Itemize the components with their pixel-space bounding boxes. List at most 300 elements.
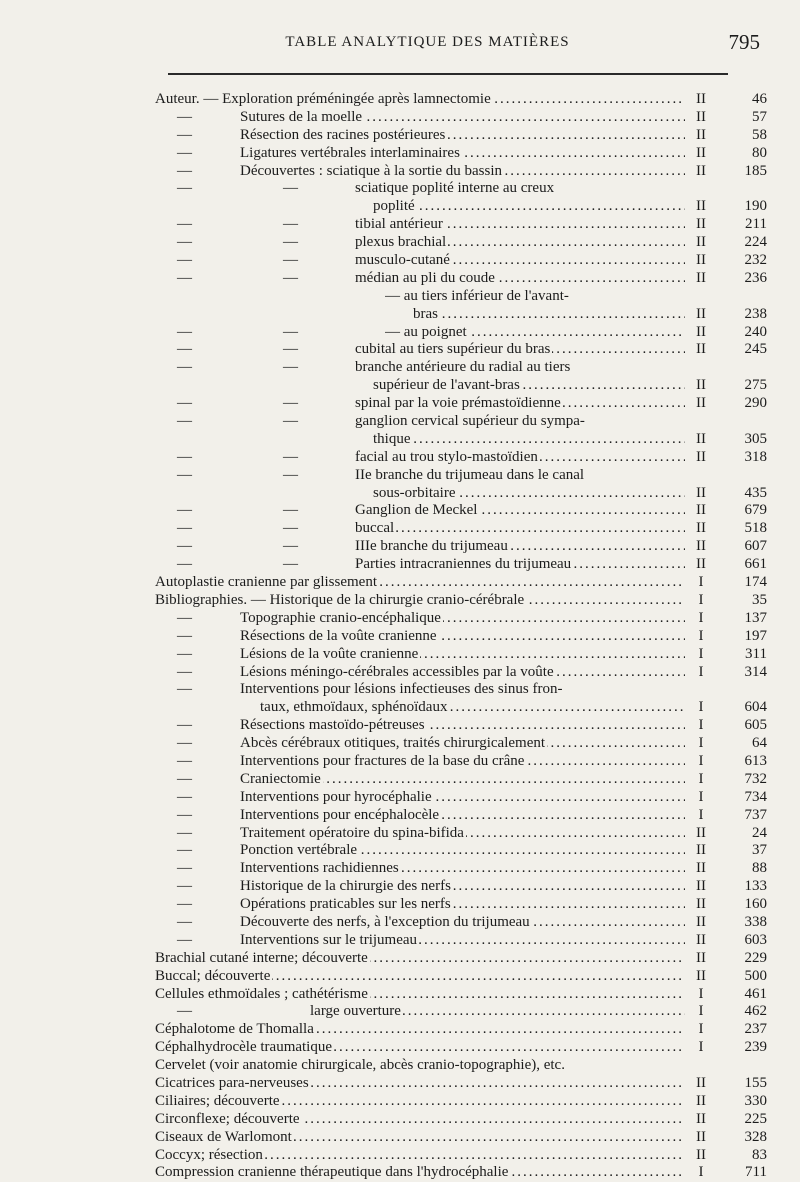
entry-text-container (155, 1147, 685, 1165)
volume-number: I (698, 609, 704, 626)
entry-text: musculo-cutané (355, 252, 450, 269)
entry-text-container (155, 1093, 685, 1111)
index-entry (155, 180, 772, 198)
ditto-dash: — (283, 395, 298, 412)
entry-text-container (373, 485, 685, 503)
index-entry (155, 1021, 772, 1039)
index-entry (155, 216, 772, 234)
leader-dots (355, 520, 685, 538)
volume-number: I (698, 752, 704, 769)
index-entry (155, 950, 772, 968)
index-entry (155, 145, 772, 163)
volume-number: II (696, 556, 706, 573)
volume-number: II (696, 502, 706, 519)
page-reference: 732 (744, 770, 767, 787)
ditto-dash: — (177, 752, 192, 769)
entry-text-container (385, 288, 685, 306)
ditto-dash: — (177, 878, 192, 895)
ditto-dash: — (177, 681, 192, 698)
volume-number: II (696, 144, 706, 161)
ditto-dash: — (283, 466, 298, 483)
ditto-dash: — (177, 609, 192, 626)
index-entry (155, 1093, 772, 1111)
entry-text-container (355, 180, 685, 198)
volume-number: I (698, 1003, 704, 1020)
entry-text: Abcès cérébraux otitiques, traités chirurgicalement (240, 735, 546, 752)
entry-text-container (355, 359, 685, 377)
ditto-dash: — (177, 162, 192, 179)
index-entry (155, 1003, 772, 1021)
entry-text: Cervelet (voir anatomie chirurgicale, abcès cranio-topographie), etc. (155, 1057, 565, 1074)
volume-number: II (696, 269, 706, 286)
entry-text-container (355, 556, 685, 574)
volume-number: II (696, 931, 706, 948)
entry-text-container (240, 789, 685, 807)
entry-text-container (155, 1039, 685, 1057)
page-reference: 174 (744, 574, 767, 591)
entry-text-container (413, 306, 685, 324)
volume-number: II (696, 484, 706, 501)
volume-number: II (696, 520, 706, 537)
volume-number: II (696, 913, 706, 930)
entry-text-container (310, 1003, 685, 1021)
entry-text: taux, ethmoïdaux, sphénoïdaux (260, 699, 448, 716)
index-entry (155, 1147, 772, 1165)
ditto-dash: — (177, 556, 192, 573)
page-reference: 229 (744, 949, 767, 966)
volume-number: II (696, 430, 706, 447)
page-reference: 224 (744, 234, 767, 251)
page-reference: 318 (744, 448, 767, 465)
ditto-dash: — (177, 788, 192, 805)
entry-text-container (240, 127, 685, 145)
entry-text-container (355, 538, 685, 556)
volume-number: II (696, 377, 706, 394)
page-reference: 435 (744, 484, 767, 501)
index-entry (155, 341, 772, 359)
ditto-dash: — (177, 269, 192, 286)
entry-text: — au tiers inférieur de l'avant- (385, 287, 569, 304)
entry-text-container (240, 914, 685, 932)
ditto-dash: — (283, 323, 298, 340)
index-entry (155, 842, 772, 860)
entry-text-container (240, 860, 685, 878)
entry-text-container (240, 717, 685, 735)
entry-text: Circonflexe; découverte (155, 1110, 300, 1127)
entry-text-container (355, 413, 685, 431)
page-reference: 155 (744, 1074, 767, 1091)
entry-text-container (240, 842, 685, 860)
index-entry (155, 431, 772, 449)
ditto-dash: — (283, 359, 298, 376)
entry-text: Autoplastie cranienne par glissement (155, 574, 378, 591)
page-reference: 604 (744, 699, 767, 716)
ditto-dash: — (177, 824, 192, 841)
entry-text: Résections mastoïdo-pétreuses (240, 717, 425, 734)
entry-text: plexus brachial (355, 234, 447, 251)
entry-text: Ciliaires; découverte (155, 1092, 280, 1109)
page-reference: 24 (752, 824, 767, 841)
entry-text-container (355, 234, 685, 252)
ditto-dash: — (177, 395, 192, 412)
entry-text: buccal (355, 520, 395, 537)
volume-number: II (696, 252, 706, 269)
entry-text-container (355, 449, 685, 467)
index-entry (155, 502, 772, 520)
entry-text: Ganglion de Meckel (355, 502, 478, 519)
page-reference: 679 (744, 502, 767, 519)
entry-text: Ponction vertébrale (240, 842, 358, 859)
entry-text-container (155, 968, 685, 986)
ditto-dash: — (177, 896, 192, 913)
entry-text: Buccal; découverte (155, 967, 271, 984)
page-reference: 245 (744, 341, 767, 358)
index-entry (155, 395, 772, 413)
entry-text-container (155, 1111, 685, 1129)
entry-text-container (240, 878, 685, 896)
ditto-dash: — (177, 466, 192, 483)
index-entry (155, 717, 772, 735)
page-reference: 607 (744, 538, 767, 555)
ditto-dash: — (177, 735, 192, 752)
index-entry (155, 1164, 772, 1182)
index-entry (155, 932, 772, 950)
volume-number: II (696, 216, 706, 233)
entry-text: Interventions pour hyrocéphalie (240, 788, 432, 805)
page-number: 795 (728, 30, 760, 54)
ditto-dash: — (177, 413, 192, 430)
volume-number: II (696, 1092, 706, 1109)
volume-number: II (696, 91, 706, 107)
index-entry (155, 1039, 772, 1057)
volume-number: II (696, 162, 706, 179)
index-entry (155, 860, 772, 878)
ditto-dash: — (177, 806, 192, 823)
entry-text-container (155, 986, 685, 1004)
index-entry (155, 807, 772, 825)
index-entry (155, 628, 772, 646)
index-list (155, 91, 772, 1182)
ditto-dash: — (177, 627, 192, 644)
entry-text-container (155, 574, 685, 592)
entry-text: Opérations praticables sur les nerfs (240, 896, 451, 913)
ditto-dash: — (177, 538, 192, 555)
leader-dots (373, 431, 685, 449)
page-reference: 133 (744, 878, 767, 895)
page-reference: 211 (745, 216, 767, 233)
page-reference: 338 (744, 913, 767, 930)
volume-number: II (696, 1074, 706, 1091)
ditto-dash: — (177, 645, 192, 662)
entry-text-container (155, 1021, 685, 1039)
entry-text: branche antérieure du radial au tiers (355, 359, 571, 376)
index-entry (155, 163, 772, 181)
volume-number: II (696, 198, 706, 215)
page-reference: 328 (744, 1128, 767, 1145)
page-reference: 603 (744, 931, 767, 948)
ditto-dash: — (283, 180, 298, 197)
ditto-dash: — (283, 448, 298, 465)
volume-number: II (696, 395, 706, 412)
volume-number: II (696, 305, 706, 322)
index-entry (155, 91, 772, 109)
ditto-dash: — (177, 126, 192, 143)
entry-text-container (240, 753, 685, 771)
ditto-dash: — (177, 663, 192, 680)
page-reference: 58 (752, 126, 767, 143)
ditto-dash: — (177, 234, 192, 251)
entry-text-container (155, 950, 685, 968)
volume-number: II (696, 824, 706, 841)
page-reference: 197 (744, 627, 767, 644)
page-reference: 46 (752, 91, 767, 107)
index-entry (155, 735, 772, 753)
ditto-dash: — (177, 341, 192, 358)
page-reference: 190 (744, 198, 767, 215)
entry-text: Lésions de la voûte cranienne (240, 645, 419, 662)
volume-number: II (696, 234, 706, 251)
index-entry (155, 127, 772, 145)
entry-text: ganglion cervical supérieur du sympa- (355, 413, 585, 430)
entry-text-container (373, 198, 685, 216)
volume-number: II (696, 842, 706, 859)
ditto-dash: — (177, 252, 192, 269)
entry-text-container (240, 825, 685, 843)
index-entry (155, 485, 772, 503)
index-entry (155, 681, 772, 699)
entry-text: Craniectomie (240, 770, 321, 787)
volume-number: II (696, 323, 706, 340)
entry-text-container (155, 1129, 685, 1147)
entry-text: IIe branche du trijumeau dans le canal (355, 466, 585, 483)
index-entry (155, 198, 772, 216)
entry-text: Interventions rachidiennes (240, 860, 399, 877)
page-reference: 661 (744, 556, 767, 573)
volume-number: II (696, 878, 706, 895)
entry-text: Coccyx; résection (155, 1146, 263, 1163)
index-entry (155, 771, 772, 789)
entry-text-container (355, 341, 685, 359)
entry-text-container (355, 252, 685, 270)
index-entry (155, 825, 772, 843)
ditto-dash: — (283, 252, 298, 269)
volume-number: I (698, 770, 704, 787)
entry-text: poplité (373, 198, 415, 215)
page-reference: 240 (744, 323, 767, 340)
page-reference: 737 (744, 806, 767, 823)
entry-text: bras (413, 305, 438, 322)
ditto-dash: — (177, 717, 192, 734)
ditto-dash: — (177, 502, 192, 519)
index-entry (155, 288, 772, 306)
page-reference: 88 (752, 860, 767, 877)
running-title: TABLE ANALYTIQUE DES MATIÈRES (285, 34, 570, 50)
entry-text-container (240, 896, 685, 914)
entry-text-container (155, 592, 685, 610)
index-entry (155, 664, 772, 682)
index-entry (155, 878, 772, 896)
volume-number: II (696, 1110, 706, 1127)
entry-text: Résections de la voûte cranienne (240, 627, 437, 644)
page-reference: 232 (744, 252, 767, 269)
ditto-dash: — (177, 359, 192, 376)
entry-text: Parties intracraniennes du trijumeau (355, 556, 572, 573)
entry-text: thique (373, 430, 411, 447)
entry-text-container (240, 145, 685, 163)
index-entry (155, 1129, 772, 1147)
volume-number: II (696, 126, 706, 143)
ditto-dash: — (283, 502, 298, 519)
ditto-dash: — (177, 216, 192, 233)
entry-text: Traitement opératoire du spina-bifida (240, 824, 464, 841)
volume-number: I (698, 591, 704, 608)
volume-number: I (698, 735, 704, 752)
ditto-dash: — (177, 842, 192, 859)
page-reference: 290 (744, 395, 767, 412)
entry-text-container (240, 646, 685, 664)
page-reference: 238 (744, 305, 767, 322)
page-reference: 35 (752, 591, 767, 608)
page-reference: 605 (744, 717, 767, 734)
volume-number: I (698, 717, 704, 734)
entry-text-container (155, 1164, 685, 1182)
entry-text: Compression cranienne thérapeutique dans l'hydrocéphalie (155, 1164, 509, 1181)
page-reference: 305 (744, 430, 767, 447)
page-reference: 137 (744, 609, 767, 626)
entry-text-container (240, 610, 685, 628)
page-reference: 185 (744, 162, 767, 179)
index-entry (155, 1075, 772, 1093)
index-entry (155, 377, 772, 395)
index-entry (155, 359, 772, 377)
volume-number: II (696, 896, 706, 913)
entry-text: Interventions sur le trijumeau (240, 931, 418, 948)
ditto-dash: — (283, 538, 298, 555)
entry-text: Cellules ethmoïdales ; cathétérisme (155, 985, 368, 1002)
index-entry (155, 753, 772, 771)
ditto-dash: — (283, 216, 298, 233)
entry-text: Céphalotome de Thomalla (155, 1021, 314, 1038)
header-rule (168, 73, 728, 75)
ditto-dash: — (177, 1003, 192, 1020)
ditto-dash: — (177, 323, 192, 340)
ditto-dash: — (283, 234, 298, 251)
entry-text: large ouverture (310, 1003, 401, 1020)
index-entry (155, 914, 772, 932)
volume-number: II (696, 538, 706, 555)
page-reference: 275 (744, 377, 767, 394)
entry-text-container (355, 270, 685, 288)
page-reference: 237 (744, 1021, 767, 1038)
leader-dots (373, 198, 685, 216)
ditto-dash: — (177, 144, 192, 161)
volume-number: II (696, 1146, 706, 1163)
index-entry (155, 592, 772, 610)
entry-text-container (355, 502, 685, 520)
index-entry (155, 413, 772, 431)
entry-text: sous-orbitaire (373, 484, 456, 501)
volume-number: I (698, 1021, 704, 1038)
page-reference: 518 (744, 520, 767, 537)
index-entry (155, 538, 772, 556)
page-reference: 500 (744, 967, 767, 984)
volume-number: I (698, 788, 704, 805)
entry-text-container (240, 681, 685, 699)
volume-number: II (696, 108, 706, 125)
volume-number: I (698, 627, 704, 644)
index-entry (155, 574, 772, 592)
page-reference: 462 (744, 1003, 767, 1020)
ditto-dash: — (177, 520, 192, 537)
entry-text: Céphalhydrocèle traumatique (155, 1039, 333, 1056)
index-entry (155, 234, 772, 252)
ditto-dash: — (177, 448, 192, 465)
index-entry (155, 1057, 772, 1075)
entry-text: spinal par la voie prémastoïdienne (355, 395, 561, 412)
entry-text-container (373, 431, 685, 449)
page-reference: 314 (744, 663, 767, 680)
ditto-dash: — (283, 269, 298, 286)
ditto-dash: — (283, 556, 298, 573)
ditto-dash: — (177, 180, 192, 197)
entry-text-container (240, 735, 685, 753)
volume-number: II (696, 860, 706, 877)
volume-number: I (698, 663, 704, 680)
ditto-dash: — (283, 520, 298, 537)
index-entry (155, 324, 772, 342)
entry-text-container (155, 1075, 685, 1093)
entry-text: Bibliographies. — Historique de la chirurgie cranio-cérébrale (155, 591, 525, 608)
index-entry (155, 1111, 772, 1129)
entry-text-container (355, 216, 685, 234)
index-entry (155, 109, 772, 127)
entry-text: Lésions méningo-cérébrales accessibles par la voûte (240, 663, 554, 680)
page-header (155, 30, 770, 54)
page-reference: 236 (744, 269, 767, 286)
entry-text: IIIe branche du trijumeau (355, 538, 508, 555)
entry-text: Auteur. — Exploration préméningée après lamnectomie (155, 91, 491, 107)
page-reference: 711 (745, 1164, 767, 1181)
entry-text: Interventions pour fractures de la base du crâne (240, 752, 525, 769)
entry-text: supérieur de l'avant-bras (373, 377, 520, 394)
entry-text-container (240, 163, 685, 181)
page-reference: 57 (752, 108, 767, 125)
index-entry (155, 306, 772, 324)
page-reference: 239 (744, 1039, 767, 1056)
volume-number: I (698, 1039, 704, 1056)
entry-text: Topographie cranio-encéphalique (240, 609, 441, 626)
entry-text: Interventions pour encéphalocèle (240, 806, 440, 823)
entry-text-container (240, 771, 685, 789)
entry-text: Découvertes : sciatique à la sortie du bassin (240, 162, 503, 179)
volume-number: I (698, 806, 704, 823)
page-reference: 734 (744, 788, 767, 805)
entry-text-container (355, 520, 685, 538)
page-reference: 330 (744, 1092, 767, 1109)
index-entry (155, 449, 772, 467)
index-entry (155, 789, 772, 807)
volume-number: I (698, 1164, 704, 1181)
index-entry (155, 610, 772, 628)
volume-number: II (696, 1128, 706, 1145)
entry-text-container (155, 1057, 772, 1075)
entry-text-container (240, 807, 685, 825)
index-entry (155, 986, 772, 1004)
entry-text: facial au trou stylo-mastoïdien (355, 448, 538, 465)
volume-number: II (696, 448, 706, 465)
entry-text-container (385, 324, 685, 342)
entry-text-container (355, 395, 685, 413)
